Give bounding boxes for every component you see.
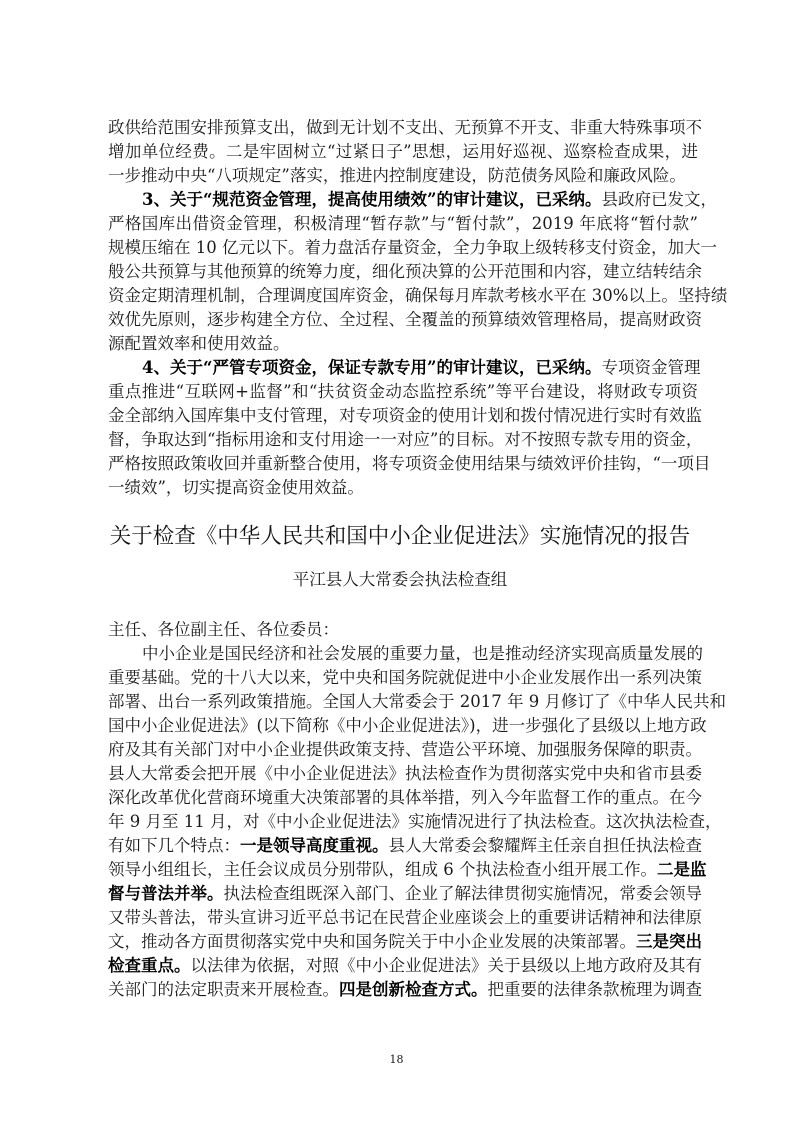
text-segment: 资金定期清理机制，合理调度国库资金，确保每月库款考核水平在 30%以上。坚持绩 [108,286,728,305]
text-segment: 一绩效”，切实提高资金使用效益。 [108,478,364,497]
text-segment: 严格国库出借资金管理，积极清理“暂存款”与“暂付款”，2019 年底将“暂付款” [108,214,698,233]
text-line [108,380,698,404]
text-line [108,642,703,666]
text-segment: 县人大常委会把开展《中小企业促进法》执法检查作为贯彻落实党中央和省市县委 [108,764,702,783]
text-segment: 效优先原则，逐步构建全方位、全过程、全覆盖的预算绩效管理格局，提高财政资 [108,310,702,329]
page-number: 18 [389,1053,404,1066]
bold-text: 四是创新检查方式。 [339,980,488,999]
text-segment: 又带头普法，带头宣讲习近平总书记在民营企业座谈会上的重要讲话精神和法律原 [108,908,702,927]
text-segment: 深化改革优化营商环境重大决策部署的具体举措，列入今年监督工作的重点。在今 [108,788,702,807]
text-segment: 执法检查组既深入部门、企业了解法律贯彻实施情况，常委会领导 [223,884,702,903]
text-segment: 有如下几个特点： [108,836,240,855]
text-line [108,476,698,500]
text-line [108,930,702,954]
text-segment: 年 9 月至 11 月，对《中小企业促进法》实施情况进行了执法检查。这次执法检查， [108,812,722,831]
text-segment: 重点推进“互联网+监督”和“扶贫资金动态监控系统”等平台建设，将财政专项资 [108,382,698,401]
bold-text: 督与普法并举。 [108,884,224,903]
text-line [108,164,698,188]
text-segment: 部署、出台一系列政策措施。全国人大常委会于 2017 年 9 月修订了《中华人民共和 [108,692,726,711]
text-line [108,236,717,260]
text-segment: 把重要的法律条款梳理为调查 [487,980,702,999]
text-segment: 县政府已发文， [601,190,717,209]
text-line [108,666,702,690]
text-segment: 督，争取达到“指标用途和支付用途一一对应”的目标。对不按照专款专用的资金， [108,430,703,449]
text-line [108,906,702,930]
report-title: 关于检查《中华人民共和国中小企业促进法》实施情况的报告 [109,524,691,549]
text-line [108,116,702,140]
text-segment: 严格按照政策收回并重新整合使用，将专项资金使用结果与绩效评价挂钩，“一项目 [108,454,711,473]
text-line [108,452,711,476]
text-segment: 增加单位经费。二是牢固树立“过紧日子”思想，运用好巡视、巡察检查成果，进 [108,142,698,161]
text-line [108,260,702,284]
text-segment: 府及其有关部门对中小企业提供政策支持、营造公平环境、加强服务保障的职责。 [108,740,702,759]
text-line [108,140,698,164]
text-segment: 以法律为依据，对照《中小企业促进法》关于县级以上地方政府及其有 [190,956,702,975]
text-line [108,188,717,212]
bold-text: 检查重点。 [108,956,191,975]
text-segment: 金全部纳入国库集中支付管理，对专项资金的使用计划和拨付情况进行实时有效监 [108,406,702,425]
text-segment: 般公共预算与其他预算的统筹力度，细化预决算的公开范围和内容，建立结转结余 [108,262,702,281]
text-segment: 关部门的法定职责来开展检查。 [108,980,339,999]
text-line [108,356,701,380]
text-line [108,308,702,332]
text-line [108,404,702,428]
text-segment: 文，推动各方面贯彻落实党中央和国务院关于中小企业发展的决策部署。 [108,932,636,951]
text-segment: 重要基础。党的十八大以来，党中央和国务院就促进中小企业发展作出一系列决策 [108,668,702,687]
bold-text: 三是突出 [636,932,702,951]
text-segment: 主任、各位副主任、各位委员： [108,620,339,639]
text-segment: 县人大常委会黎耀辉主任亲自担任执法检查 [388,836,702,855]
text-line [108,212,698,236]
bold-text: 3、关于“规范资金管理，提高使用绩效”的审计建议，已采纳。 [142,190,602,209]
bold-text: 4、关于“严管专项资金，保证专款专用”的审计建议，已采纳。 [142,358,602,377]
bold-text: 一是领导高度重视。 [240,836,389,855]
text-line [108,618,698,642]
text-line [108,882,702,906]
text-segment: 政供给范围安排预算支出，做到无计划不支出、无预算不开支、非重大特殊事项不 [108,118,702,137]
text-line [108,954,702,978]
text-line [108,284,728,308]
text-line [108,428,703,452]
previous-section-text [108,116,728,500]
text-line [108,786,702,810]
text-segment: 专项资金管理 [601,358,701,377]
text-segment: 国中小企业促进法》(以下简称《中小企业促进法》)，进一步强化了县级以上地方政 [108,716,707,735]
text-segment: 领导小组组长，主任会议成员分别带队，组成 6 个执法检查小组开展工作。 [108,860,657,879]
text-segment: 一步推动中央“八项规定”落实，推进内控制度建设，防范债务风险和廉政风险。 [108,166,686,185]
text-line [108,978,702,1002]
report-body [108,618,726,1002]
bold-text: 二是监 [657,860,707,879]
text-line [108,714,707,738]
text-segment: 中小企业是国民经济和社会发展的重要力量，也是推动经济实现高质量发展的 [142,644,703,663]
text-line [108,690,726,714]
text-line [108,858,707,882]
text-segment: 规模压缩在 10 亿元以下。着力盘活存量资金，全力争取上级转移支付资金，加大一 [108,238,717,257]
text-line [108,834,702,858]
text-segment: 源配置效率和使用效益。 [108,334,290,353]
text-line [108,332,698,356]
text-line [108,810,722,834]
text-line [108,762,702,786]
text-line [108,738,702,762]
report-author: 平江县人大常委会执法检查组 [292,570,508,589]
